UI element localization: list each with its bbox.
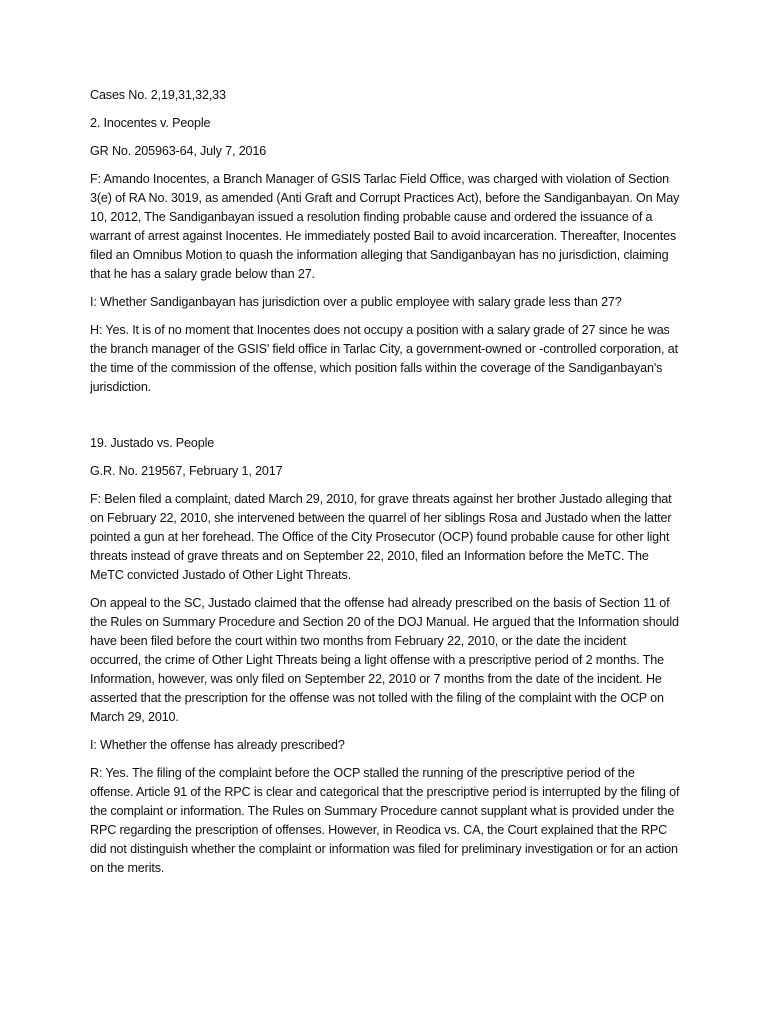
case-gr-number: G.R. No. 219567, February 1, 2017 <box>90 464 283 478</box>
case-issue: I: Whether the offense has already prescribed? <box>90 738 345 752</box>
case-facts: F: Amando Inocentes, a Branch Manager of GSIS Tarlac Field Office, was charged with violation of Section 3(e) of RA No. 3019, as amended (Anti Graft and Corrupt Practices Act), before the Sandiganbayan. On May 10, 2012, The Sandiganbayan issued a resolution finding probable cause and ordered the issuance of a warrant of arrest against Inocentes. He immediately posted Bail to avoid incarceration. Thereafter, Inocentes filed an Omnibus Motion to quash the information alleging that Sandiganbayan has no jurisdiction, claiming that he has a salary grade below than 27. <box>90 172 680 281</box>
case-facts: F: Belen filed a complaint, dated March 29, 2010, for grave threats against her brother Justado alleging that on February 22, 2010, she intervened between the quarrel of her siblings Rosa and Justado when the latter pointed a gun at her forehead. The Office of the City Prosecutor (OCP) found probable cause for other light threats instead of grave threats and on September 22, 2010, filed an Information before the MeTC. The MeTC convicted Justado of Other Light Threats. <box>90 492 672 582</box>
case-gr-number: GR No. 205963-64, July 7, 2016 <box>90 144 267 158</box>
case-issue: I: Whether Sandiganbayan has jurisdiction over a public employee with salary grade less than 27? <box>90 295 622 309</box>
case-appeal: On appeal to the SC, Justado claimed that the offense had already prescribed on the basis of Section 11 of the Rules on Summary Procedure and Section 20 of the DOJ Manual. He argued that the Information should have been filed before the court within two months from February 22, 2010, or the date the incident occurred, the crime of Other Light Threats being a light offense with a prescriptive period of 2 months. The Information, however, was only filed on September 22, 2010 or 7 months from the date of the incident. He asserted that the prescription for the offense was not tolled with the filing of the complaint with the OCP on March 29, 2010. <box>90 596 679 724</box>
case-separator <box>90 406 680 434</box>
case-title: 19. Justado vs. People <box>90 436 215 450</box>
case-title: 2. Inocentes v. People <box>90 116 211 130</box>
document-heading: Cases No. 2,19,31,32,33 <box>90 88 226 102</box>
document-page <box>90 86 680 887</box>
case-ruling: R: Yes. The filing of the complaint before the OCP stalled the running of the prescriptive period of the offense. Article 91 of the RPC is clear and categorical that the prescriptive period is interrupted by the filing of the complaint or information. The Rules on Summary Procedure cannot supplant what is provided under the RPC regarding the prescription of offenses. However, in Reodica vs. CA, the Court explained that the RPC did not distinguish whether the complaint or information was filed for preliminary investigation or for an action on the merits. <box>90 766 680 875</box>
case-held: H: Yes. It is of no moment that Inocentes does not occupy a position with a salary grade of 27 since he was the branch manager of the GSIS' field office in Tarlac City, a government-owned or -controlled corporation, at the time of the commission of the offense, which position falls within the coverage of the Sandiganbayan's jurisdiction. <box>90 323 678 394</box>
